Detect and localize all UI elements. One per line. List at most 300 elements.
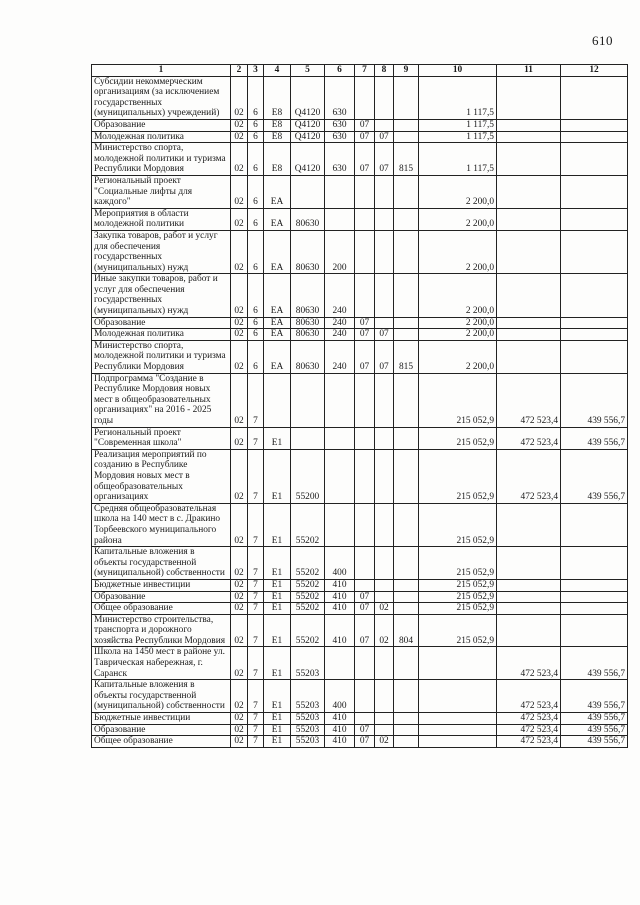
expense-type-cell: 630 bbox=[325, 143, 355, 176]
division-cell bbox=[355, 373, 375, 427]
column-header: 6 bbox=[325, 65, 355, 77]
program-cell: 7 bbox=[248, 603, 264, 615]
subdivision-cell bbox=[375, 373, 394, 427]
row-name-cell: Образование bbox=[92, 591, 231, 603]
amount-cell: 2 200,0 bbox=[419, 329, 497, 341]
ministry-code-cell bbox=[394, 317, 419, 329]
program-cell: 6 bbox=[248, 340, 264, 373]
section-code-cell: 02 bbox=[231, 230, 248, 273]
section-code-cell: 02 bbox=[231, 591, 248, 603]
subdivision-cell: 07 bbox=[375, 131, 394, 143]
direction-cell: 55202 bbox=[291, 591, 325, 603]
division-cell bbox=[355, 449, 375, 503]
amount-plan-year-cell bbox=[561, 175, 628, 208]
expense-type-cell: 240 bbox=[325, 329, 355, 341]
amount-next-year-cell: 472 523,4 bbox=[497, 713, 561, 725]
amount-plan-year-cell bbox=[561, 143, 628, 176]
amount-cell: 2 200,0 bbox=[419, 274, 497, 317]
expense-type-cell: 410 bbox=[325, 579, 355, 591]
amount-next-year-cell bbox=[497, 175, 561, 208]
ministry-code-cell bbox=[394, 329, 419, 341]
project-cell: EA bbox=[264, 274, 291, 317]
amount-next-year-cell bbox=[497, 119, 561, 131]
section-code-cell: 02 bbox=[231, 713, 248, 725]
program-cell: 7 bbox=[248, 614, 264, 647]
section-code-cell: 02 bbox=[231, 680, 248, 713]
direction-cell: 55203 bbox=[291, 713, 325, 725]
direction-cell: Q4120 bbox=[291, 76, 325, 119]
subdivision-cell bbox=[375, 503, 394, 546]
division-cell bbox=[355, 680, 375, 713]
program-cell: 6 bbox=[248, 274, 264, 317]
table-row bbox=[92, 736, 628, 748]
amount-next-year-cell: 472 523,4 bbox=[497, 373, 561, 427]
direction-cell: 55200 bbox=[291, 449, 325, 503]
section-code-cell: 02 bbox=[231, 724, 248, 736]
program-cell: 6 bbox=[248, 76, 264, 119]
section-code-cell: 02 bbox=[231, 143, 248, 176]
program-cell: 6 bbox=[248, 131, 264, 143]
division-cell: 07 bbox=[355, 329, 375, 341]
division-cell: 07 bbox=[355, 131, 375, 143]
expense-type-cell bbox=[325, 449, 355, 503]
section-code-cell: 02 bbox=[231, 76, 248, 119]
table-header-row bbox=[92, 65, 628, 77]
direction-cell bbox=[291, 427, 325, 449]
program-cell: 6 bbox=[248, 208, 264, 230]
subdivision-cell: 07 bbox=[375, 143, 394, 176]
amount-next-year-cell bbox=[497, 591, 561, 603]
amount-plan-year-cell bbox=[561, 131, 628, 143]
amount-next-year-cell bbox=[497, 503, 561, 546]
expense-type-cell: 400 bbox=[325, 680, 355, 713]
ministry-code-cell bbox=[394, 736, 419, 748]
amount-next-year-cell bbox=[497, 76, 561, 119]
subdivision-cell bbox=[375, 427, 394, 449]
table-row bbox=[92, 230, 628, 273]
expense-type-cell bbox=[325, 503, 355, 546]
table-row bbox=[92, 317, 628, 329]
ministry-code-cell bbox=[394, 427, 419, 449]
division-cell bbox=[355, 647, 375, 680]
program-cell: 6 bbox=[248, 317, 264, 329]
amount-plan-year-cell: 439 556,7 bbox=[561, 736, 628, 748]
program-cell: 7 bbox=[248, 449, 264, 503]
project-cell bbox=[264, 373, 291, 427]
budget-table bbox=[91, 64, 628, 748]
row-name-cell: Мероприятия в области молодежной политики bbox=[92, 208, 231, 230]
division-cell: 07 bbox=[355, 143, 375, 176]
ministry-code-cell bbox=[394, 76, 419, 119]
row-name-cell: Школа на 1450 мест в районе ул. Таврическая набережная, г. Саранск bbox=[92, 647, 231, 680]
amount-cell: 2 200,0 bbox=[419, 317, 497, 329]
amount-plan-year-cell bbox=[561, 579, 628, 591]
direction-cell: Q4120 bbox=[291, 119, 325, 131]
subdivision-cell: 02 bbox=[375, 614, 394, 647]
subdivision-cell: 07 bbox=[375, 329, 394, 341]
ministry-code-cell bbox=[394, 547, 419, 580]
division-cell bbox=[355, 547, 375, 580]
amount-plan-year-cell bbox=[561, 119, 628, 131]
row-name-cell: Министерство спорта, молодежной политики и туризма Республики Мордовия bbox=[92, 340, 231, 373]
project-cell: EA bbox=[264, 329, 291, 341]
direction-cell: 55203 bbox=[291, 680, 325, 713]
direction-cell: 55202 bbox=[291, 547, 325, 580]
column-header: 3 bbox=[248, 65, 264, 77]
expense-type-cell: 240 bbox=[325, 340, 355, 373]
project-cell: E8 bbox=[264, 76, 291, 119]
ministry-code-cell bbox=[394, 274, 419, 317]
table-row bbox=[92, 603, 628, 615]
program-cell: 6 bbox=[248, 175, 264, 208]
division-cell bbox=[355, 503, 375, 546]
amount-plan-year-cell bbox=[561, 76, 628, 119]
ministry-code-cell bbox=[394, 230, 419, 273]
table-row bbox=[92, 449, 628, 503]
expense-type-cell bbox=[325, 373, 355, 427]
amount-cell: 215 052,9 bbox=[419, 614, 497, 647]
project-cell: E1 bbox=[264, 724, 291, 736]
section-code-cell: 02 bbox=[231, 547, 248, 580]
expense-type-cell: 630 bbox=[325, 131, 355, 143]
amount-plan-year-cell bbox=[561, 208, 628, 230]
column-header: 12 bbox=[561, 65, 628, 77]
row-name-cell: Бюджетные инвестиции bbox=[92, 713, 231, 725]
expense-type-cell bbox=[325, 175, 355, 208]
amount-cell: 215 052,9 bbox=[419, 579, 497, 591]
amount-next-year-cell bbox=[497, 329, 561, 341]
project-cell: EA bbox=[264, 340, 291, 373]
amount-next-year-cell: 472 523,4 bbox=[497, 736, 561, 748]
subdivision-cell: 07 bbox=[375, 340, 394, 373]
project-cell: E1 bbox=[264, 547, 291, 580]
program-cell: 7 bbox=[248, 547, 264, 580]
section-code-cell: 02 bbox=[231, 647, 248, 680]
column-header: 10 bbox=[419, 65, 497, 77]
ministry-code-cell: 804 bbox=[394, 614, 419, 647]
division-cell bbox=[355, 713, 375, 725]
division-cell bbox=[355, 274, 375, 317]
program-cell: 6 bbox=[248, 119, 264, 131]
subdivision-cell bbox=[375, 647, 394, 680]
column-header: 9 bbox=[394, 65, 419, 77]
table-row bbox=[92, 680, 628, 713]
project-cell: E1 bbox=[264, 503, 291, 546]
section-code-cell: 02 bbox=[231, 449, 248, 503]
amount-next-year-cell: 472 523,4 bbox=[497, 680, 561, 713]
ministry-code-cell bbox=[394, 647, 419, 680]
direction-cell: 55203 bbox=[291, 647, 325, 680]
amount-plan-year-cell bbox=[561, 503, 628, 546]
amount-cell: 1 117,5 bbox=[419, 131, 497, 143]
expense-type-cell: 410 bbox=[325, 591, 355, 603]
direction-cell: 55202 bbox=[291, 614, 325, 647]
division-cell bbox=[355, 230, 375, 273]
ministry-code-cell bbox=[394, 713, 419, 725]
direction-cell: Q4120 bbox=[291, 131, 325, 143]
ministry-code-cell bbox=[394, 680, 419, 713]
subdivision-cell bbox=[375, 230, 394, 273]
division-cell bbox=[355, 427, 375, 449]
expense-type-cell: 410 bbox=[325, 724, 355, 736]
division-cell bbox=[355, 579, 375, 591]
amount-cell bbox=[419, 736, 497, 748]
row-name-cell: Региональный проект "Современная школа" bbox=[92, 427, 231, 449]
ministry-code-cell bbox=[394, 724, 419, 736]
project-cell: EA bbox=[264, 317, 291, 329]
amount-next-year-cell bbox=[497, 579, 561, 591]
section-code-cell: 02 bbox=[231, 317, 248, 329]
ministry-code-cell bbox=[394, 503, 419, 546]
subdivision-cell: 02 bbox=[375, 603, 394, 615]
amount-plan-year-cell bbox=[561, 274, 628, 317]
amount-plan-year-cell: 439 556,7 bbox=[561, 680, 628, 713]
section-code-cell: 02 bbox=[231, 340, 248, 373]
section-code-cell: 02 bbox=[231, 119, 248, 131]
project-cell: E8 bbox=[264, 143, 291, 176]
amount-plan-year-cell bbox=[561, 591, 628, 603]
amount-next-year-cell bbox=[497, 230, 561, 273]
direction-cell: 55203 bbox=[291, 736, 325, 748]
subdivision-cell bbox=[375, 274, 394, 317]
section-code-cell: 02 bbox=[231, 503, 248, 546]
amount-plan-year-cell: 439 556,7 bbox=[561, 724, 628, 736]
row-name-cell: Министерство строительства, транспорта и дорожного хозяйства Республики Мордовия bbox=[92, 614, 231, 647]
direction-cell: 55202 bbox=[291, 603, 325, 615]
program-cell: 7 bbox=[248, 373, 264, 427]
amount-cell bbox=[419, 713, 497, 725]
amount-cell: 215 052,9 bbox=[419, 503, 497, 546]
amount-cell: 1 117,5 bbox=[419, 76, 497, 119]
amount-cell bbox=[419, 724, 497, 736]
program-cell: 6 bbox=[248, 143, 264, 176]
amount-plan-year-cell: 439 556,7 bbox=[561, 647, 628, 680]
amount-plan-year-cell bbox=[561, 340, 628, 373]
project-cell: E1 bbox=[264, 449, 291, 503]
subdivision-cell bbox=[375, 119, 394, 131]
table-row bbox=[92, 274, 628, 317]
amount-next-year-cell bbox=[497, 208, 561, 230]
column-header: 5 bbox=[291, 65, 325, 77]
table-row bbox=[92, 373, 628, 427]
program-cell: 7 bbox=[248, 736, 264, 748]
amount-plan-year-cell: 439 556,7 bbox=[561, 427, 628, 449]
direction-cell: 80630 bbox=[291, 340, 325, 373]
program-cell: 7 bbox=[248, 713, 264, 725]
amount-cell: 215 052,9 bbox=[419, 547, 497, 580]
direction-cell: 80630 bbox=[291, 208, 325, 230]
table-row bbox=[92, 713, 628, 725]
amount-cell: 2 200,0 bbox=[419, 208, 497, 230]
division-cell: 07 bbox=[355, 119, 375, 131]
amount-next-year-cell: 472 523,4 bbox=[497, 449, 561, 503]
ministry-code-cell bbox=[394, 175, 419, 208]
table-row bbox=[92, 614, 628, 647]
row-name-cell: Капитальные вложения в объекты государственной (муниципальной) собственности bbox=[92, 547, 231, 580]
amount-next-year-cell bbox=[497, 547, 561, 580]
row-name-cell: Иные закупки товаров, работ и услуг для обеспечения государственных (муниципальных) нужд bbox=[92, 274, 231, 317]
row-name-cell: Реализация мероприятий по созданию в Республике Мордовия новых мест в общеобразовательных организациях bbox=[92, 449, 231, 503]
table-row bbox=[92, 724, 628, 736]
table-row bbox=[92, 503, 628, 546]
section-code-cell: 02 bbox=[231, 274, 248, 317]
program-cell: 6 bbox=[248, 329, 264, 341]
table-row bbox=[92, 340, 628, 373]
division-cell: 07 bbox=[355, 603, 375, 615]
section-code-cell: 02 bbox=[231, 373, 248, 427]
page-number: 610 bbox=[592, 33, 613, 48]
table-row bbox=[92, 208, 628, 230]
amount-next-year-cell bbox=[497, 143, 561, 176]
section-code-cell: 02 bbox=[231, 208, 248, 230]
amount-cell: 1 117,5 bbox=[419, 119, 497, 131]
project-cell: E1 bbox=[264, 680, 291, 713]
direction-cell: 80630 bbox=[291, 274, 325, 317]
subdivision-cell: 02 bbox=[375, 736, 394, 748]
division-cell: 07 bbox=[355, 591, 375, 603]
project-cell: E8 bbox=[264, 131, 291, 143]
row-name-cell: Образование bbox=[92, 119, 231, 131]
row-name-cell: Общее образование bbox=[92, 603, 231, 615]
program-cell: 7 bbox=[248, 680, 264, 713]
row-name-cell: Субсидии некоммерческим организациям (за исключением государственных (муниципальных) учреждений) bbox=[92, 76, 231, 119]
ministry-code-cell bbox=[394, 208, 419, 230]
expense-type-cell: 410 bbox=[325, 736, 355, 748]
ministry-code-cell bbox=[394, 591, 419, 603]
direction-cell: 80630 bbox=[291, 317, 325, 329]
row-name-cell: Региональный проект "Социальные лифты для каждого" bbox=[92, 175, 231, 208]
section-code-cell: 02 bbox=[231, 175, 248, 208]
amount-next-year-cell: 472 523,4 bbox=[497, 427, 561, 449]
section-code-cell: 02 bbox=[231, 736, 248, 748]
column-header: 8 bbox=[375, 65, 394, 77]
table-row bbox=[92, 131, 628, 143]
direction-cell: 55202 bbox=[291, 579, 325, 591]
amount-next-year-cell: 472 523,4 bbox=[497, 647, 561, 680]
subdivision-cell bbox=[375, 680, 394, 713]
division-cell: 07 bbox=[355, 317, 375, 329]
expense-type-cell bbox=[325, 647, 355, 680]
project-cell: E8 bbox=[264, 119, 291, 131]
expense-type-cell: 410 bbox=[325, 603, 355, 615]
column-header: 11 bbox=[497, 65, 561, 77]
expense-type-cell: 240 bbox=[325, 274, 355, 317]
project-cell: E1 bbox=[264, 579, 291, 591]
amount-plan-year-cell bbox=[561, 603, 628, 615]
division-cell bbox=[355, 175, 375, 208]
table-row bbox=[92, 647, 628, 680]
project-cell: E1 bbox=[264, 614, 291, 647]
division-cell: 07 bbox=[355, 724, 375, 736]
amount-cell bbox=[419, 647, 497, 680]
subdivision-cell bbox=[375, 579, 394, 591]
subdivision-cell bbox=[375, 317, 394, 329]
amount-cell: 1 117,5 bbox=[419, 143, 497, 176]
row-name-cell: Министерство спорта, молодежной политики и туризма Республики Мордовия bbox=[92, 143, 231, 176]
amount-cell: 2 200,0 bbox=[419, 230, 497, 273]
direction-cell: 55202 bbox=[291, 503, 325, 546]
direction-cell: 80630 bbox=[291, 230, 325, 273]
amount-plan-year-cell: 439 556,7 bbox=[561, 713, 628, 725]
amount-cell: 215 052,9 bbox=[419, 449, 497, 503]
direction-cell: 55203 bbox=[291, 724, 325, 736]
division-cell: 07 bbox=[355, 614, 375, 647]
amount-cell: 2 200,0 bbox=[419, 340, 497, 373]
row-name-cell: Молодежная политика bbox=[92, 329, 231, 341]
ministry-code-cell bbox=[394, 373, 419, 427]
program-cell: 7 bbox=[248, 503, 264, 546]
expense-type-cell: 240 bbox=[325, 317, 355, 329]
subdivision-cell bbox=[375, 724, 394, 736]
project-cell: E1 bbox=[264, 713, 291, 725]
amount-next-year-cell bbox=[497, 614, 561, 647]
section-code-cell: 02 bbox=[231, 614, 248, 647]
row-name-cell: Образование bbox=[92, 724, 231, 736]
amount-next-year-cell: 472 523,4 bbox=[497, 724, 561, 736]
expense-type-cell: 630 bbox=[325, 119, 355, 131]
section-code-cell: 02 bbox=[231, 603, 248, 615]
amount-cell: 2 200,0 bbox=[419, 175, 497, 208]
program-cell: 7 bbox=[248, 724, 264, 736]
amount-next-year-cell bbox=[497, 131, 561, 143]
table-row bbox=[92, 591, 628, 603]
amount-plan-year-cell bbox=[561, 547, 628, 580]
expense-type-cell: 410 bbox=[325, 614, 355, 647]
section-code-cell: 02 bbox=[231, 579, 248, 591]
amount-plan-year-cell: 439 556,7 bbox=[561, 449, 628, 503]
amount-cell bbox=[419, 680, 497, 713]
row-name-cell: Закупка товаров, работ и услуг для обеспечения государственных (муниципальных) нужд bbox=[92, 230, 231, 273]
amount-plan-year-cell: 439 556,7 bbox=[561, 373, 628, 427]
ministry-code-cell: 815 bbox=[394, 143, 419, 176]
amount-cell: 215 052,9 bbox=[419, 603, 497, 615]
column-header: 4 bbox=[264, 65, 291, 77]
project-cell: EA bbox=[264, 208, 291, 230]
expense-type-cell bbox=[325, 427, 355, 449]
amount-plan-year-cell bbox=[561, 329, 628, 341]
program-cell: 7 bbox=[248, 427, 264, 449]
table-row bbox=[92, 329, 628, 341]
amount-next-year-cell bbox=[497, 274, 561, 317]
expense-type-cell: 630 bbox=[325, 76, 355, 119]
expense-type-cell: 410 bbox=[325, 713, 355, 725]
amount-next-year-cell bbox=[497, 317, 561, 329]
project-cell: E1 bbox=[264, 647, 291, 680]
section-code-cell: 02 bbox=[231, 427, 248, 449]
project-cell: EA bbox=[264, 230, 291, 273]
expense-type-cell bbox=[325, 208, 355, 230]
table-row bbox=[92, 119, 628, 131]
section-code-cell: 02 bbox=[231, 329, 248, 341]
row-name-cell: Образование bbox=[92, 317, 231, 329]
subdivision-cell bbox=[375, 175, 394, 208]
row-name-cell: Бюджетные инвестиции bbox=[92, 579, 231, 591]
row-name-cell: Общее образование bbox=[92, 736, 231, 748]
amount-cell: 215 052,9 bbox=[419, 591, 497, 603]
division-cell: 07 bbox=[355, 736, 375, 748]
project-cell: E1 bbox=[264, 603, 291, 615]
row-name-cell: Средняя общеобразовательная школа на 140 мест в с. Дракино Торбеевского муниципального района bbox=[92, 503, 231, 546]
subdivision-cell bbox=[375, 547, 394, 580]
expense-type-cell: 200 bbox=[325, 230, 355, 273]
expense-type-cell: 400 bbox=[325, 547, 355, 580]
table-row bbox=[92, 175, 628, 208]
column-header: 1 bbox=[92, 65, 231, 77]
project-cell: E1 bbox=[264, 591, 291, 603]
direction-cell: Q4120 bbox=[291, 143, 325, 176]
table-body bbox=[92, 76, 628, 747]
amount-cell: 215 052,9 bbox=[419, 427, 497, 449]
